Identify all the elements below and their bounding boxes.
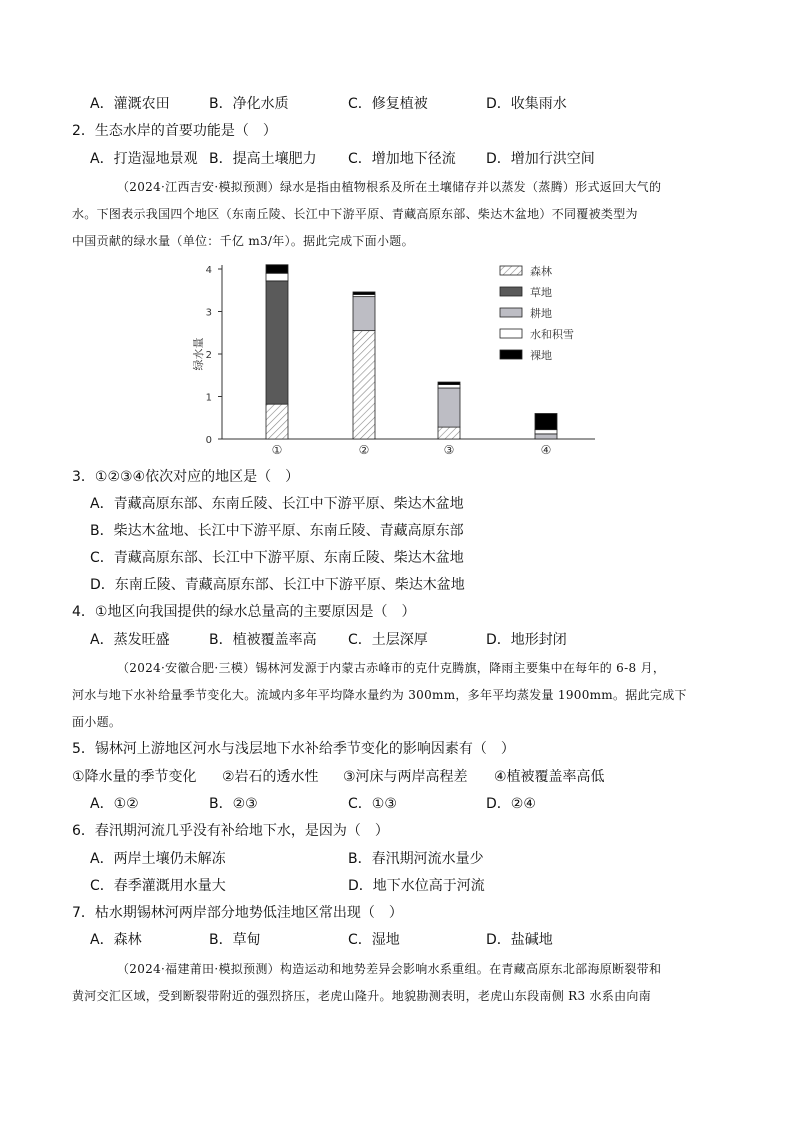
q6-option-b: B．春汛期河流水量少 [348,851,484,867]
q5-item-4: ④植被覆盖率高低 [494,769,605,785]
material2-line-3: 面小题。 [72,715,122,729]
q1-option-a: A．灌溉农田 [90,96,170,112]
q3-stem: 3．①②③④依次对应的地区是（ ） [72,469,300,485]
bar-4-5 [535,414,557,430]
q4-option-a: A．蒸发旺盛 [90,632,170,648]
q7-stem: 7．枯水期锡林河两岸部分地势低洼地区常出现（ ） [72,905,403,921]
legend-swatch [500,287,522,296]
material3-line-1: （2024·福建莆田·模拟预测）构造运动和地势差异会影响水系重组。在青藏高原东北部海原断裂带和 [117,962,662,976]
material1-line-1: （2024·江西吉安·模拟预测）绿水是指由植物根系及所在土壤储存并以蒸发（蒸腾）形式返回大气的 [117,180,662,194]
q5-stem: 5．锡林河上游地区河水与浅层地下水补给季节变化的影响因素有（ ） [72,741,515,757]
q7-option-c: C．湿地 [348,932,400,948]
legend-label: 水和积雪 [530,328,574,341]
q3-option-a: A．青藏高原东部、东南丘陵、长江中下游平原、柴达木盆地 [90,496,464,512]
material1-line-2: 水。下图表示我国四个地区（东南丘陵、长江中下游平原、青藏高原东部、柴达木盆地）不同覆被类型为 [72,207,638,221]
q5-option-d: D．②④ [486,796,536,812]
q6-option-a: A．两岸土壤仍未解冻 [90,851,226,867]
q2-option-b: B．提高土壤肥力 [209,151,317,167]
y-tick-label: 3 [205,307,212,319]
q3-option-d: D．东南丘陵、青藏高原东部、长江中下游平原、柴达木盆地 [90,577,465,593]
bar-3-4 [438,385,460,388]
q5-option-a: A．①② [90,796,139,812]
bar-2-5 [353,292,375,295]
q6-option-c: C．春季灌溉用水量大 [90,878,226,894]
q5-item-3: ③河床与两岸高程差 [343,769,468,785]
q5-option-c: C．①③ [348,796,397,812]
legend-swatch [500,350,522,359]
q1-option-d: D．收集雨水 [486,96,567,112]
q2-option-c: C．增加地下径流 [348,151,456,167]
bar-4-3 [535,434,557,439]
q5-option-b: B．②③ [209,796,258,812]
q2-option-a: A．打造湿地景观 [90,151,198,167]
q7-option-a: A．森林 [90,932,142,948]
bar-3-3 [438,388,460,427]
bar-3-1 [438,427,460,439]
bar-4-4 [535,430,557,434]
bar-2-1 [353,331,375,439]
q1-option-b: B．净化水质 [209,96,289,112]
q4-option-b: B．植被覆盖率高 [209,632,317,648]
bar-1-5 [266,265,288,274]
q5-item-2: ②岩石的透水性 [222,769,319,785]
q4-option-d: D．地形封闭 [486,632,567,648]
x-tick-label: ③ [443,443,455,457]
q1-option-c: C．修复植被 [348,96,428,112]
y-tick-label: 2 [205,350,212,361]
y-axis-label: 绿水量 [192,337,205,371]
x-tick-label: ① [271,443,283,457]
material1-line-3: 中国贡献的绿水量（单位：千亿 m3/年）。据此完成下面小题。 [72,234,414,248]
q3-option-c: C．青藏高原东部、长江中下游平原、东南丘陵、柴达木盆地 [90,550,464,566]
q4-stem: 4．①地区向我国提供的绿水总量高的主要原因是（ ） [72,604,416,620]
x-tick-label: ② [358,443,370,457]
legend-label: 森林 [530,265,552,278]
x-tick-label: ④ [540,443,552,457]
legend-label: 草地 [530,286,552,299]
q7-option-b: B．草甸 [209,932,261,948]
material2-line-2: 河水与地下水补给量季节变化大。流域内多年平均降水量约为 300mm，多年平均蒸发量 1900mm。据此完成下 [72,688,687,702]
bar-3-5 [438,382,460,385]
bar-1-1 [266,404,288,439]
legend-label: 耕地 [530,307,552,320]
legend-swatch [500,308,522,317]
legend-swatch [500,329,522,338]
bar-1-2 [266,281,288,404]
q6-option-d: D．地下水位高于河流 [348,878,485,894]
y-tick-label: 0 [205,435,212,446]
y-tick-label: 1 [205,392,212,404]
green-water-chart [180,258,600,458]
material2-line-1: （2024·安徽合肥·三模）锡林河发源于内蒙古赤峰市的克什克腾旗，降雨主要集中在每年的 6-8 月， [117,661,666,675]
q3-option-b: B．柴达木盆地、长江中下游平原、东南丘陵、青藏高原东部 [90,523,464,539]
y-tick-label: 4 [205,265,212,276]
legend-swatch [500,266,522,275]
q4-option-c: C．土层深厚 [348,632,428,648]
q2-stem: 2．生态水岸的首要功能是（ ） [72,123,277,139]
q5-item-1: ①降水量的季节变化 [72,769,197,785]
q7-option-d: D．盐碱地 [486,932,553,948]
bar-2-3 [353,297,375,331]
q6-stem: 6．春汛期河流几乎没有补给地下水，是因为（ ） [72,823,389,839]
q2-option-d: D．增加行洪空间 [486,151,595,167]
material3-line-2: 黄河交汇区域，受到断裂带附近的强烈挤压，老虎山隆升。地貌勘测表明，老虎山东段南侧 R3 水系由向南 [72,989,652,1003]
bar-1-4 [266,273,288,281]
legend-label: 裸地 [530,349,552,362]
